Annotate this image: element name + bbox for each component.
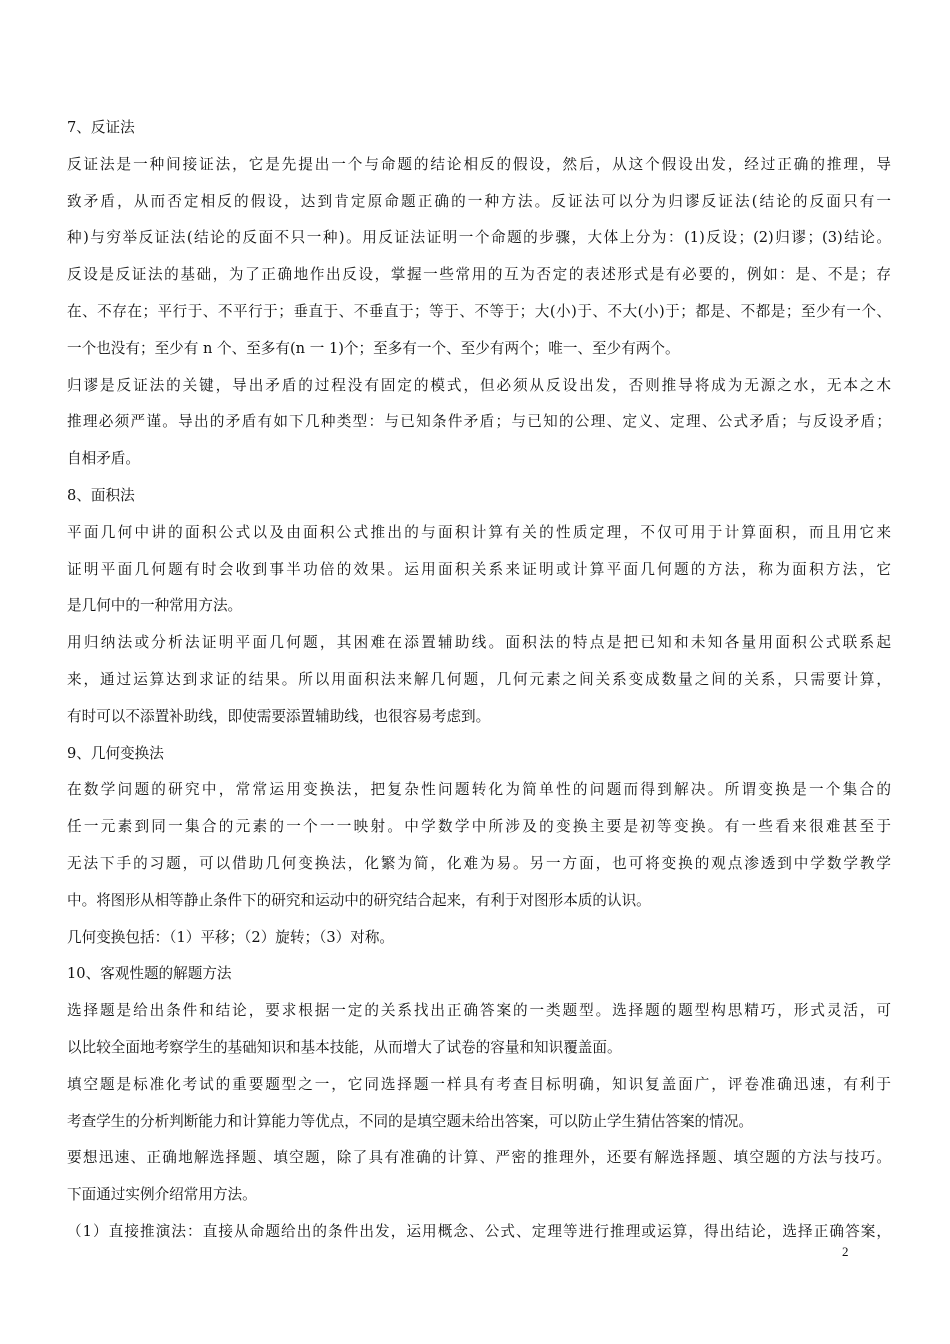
heading-10-objective-questions: 10、客观性题的解题方法 (67, 965, 232, 983)
paragraph-line: 几何变换包括：（1）平移；（2）旋转；（3）对称。 (67, 928, 395, 946)
paragraph-line: 任一元素到同一集合的元素的一个一一映射。中学数学中所涉及的变换主要是初等变换。有一些看来很难甚至于 (67, 818, 891, 836)
paragraph-line: 致矛盾，从而否定相反的假设，达到肯定原命题正确的一种方法。反证法可以分为归谬反证法(结论的反面只有一 (67, 192, 891, 210)
paragraph-line: 反设是反证法的基础，为了正确地作出反设，掌握一些常用的互为否定的表述形式是有必要的，例如：是、不是；存 (67, 266, 891, 284)
paragraph-line: 平面几何中讲的面积公式以及由面积公式推出的与面积计算有关的性质定理，不仅可用于计算面积，而且用它来 (67, 523, 891, 541)
paragraph-line: 种)与穷举反证法(结论的反面不只一种)。用反证法证明一个命题的步骤，大体上分为：(1)反设；(2)归谬；(3)结论。 (67, 229, 891, 247)
paragraph-line: 下面通过实例介绍常用方法。 (67, 1186, 257, 1204)
page-content (67, 110, 891, 1251)
paragraph-line: 有时可以不添置补助线，即使需要添置辅助线，也很容易考虑到。 (67, 707, 491, 725)
paragraph-line: 是几何中的一种常用方法。 (67, 597, 243, 615)
paragraph-line: 在数学问题的研究中，常常运用变换法，把复杂性问题转化为简单性的问题而得到解决。所谓变换是一个集合的 (67, 781, 891, 799)
paragraph-line: 中。将图形从相等静止条件下的研究和运动中的研究结合起来，有利于对图形本质的认识。 (67, 891, 651, 909)
paragraph-line: 推理必须严谨。导出的矛盾有如下几种类型：与已知条件矛盾；与已知的公理、定义、定理、公式矛盾；与反设矛盾； (67, 413, 891, 431)
paragraph-line: 归谬是反证法的关键，导出矛盾的过程没有固定的模式，但必须从反设出发，否则推导将成为无源之水，无本之木 (67, 376, 891, 394)
heading-8-area-method: 8、面积法 (67, 486, 135, 504)
heading-9-geometric-transformation: 9、几何变换法 (67, 744, 164, 762)
paragraph-line: 填空题是标准化考试的重要题型之一，它同选择题一样具有考查目标明确，知识复盖面广，评卷准确迅速，有利于 (67, 1075, 891, 1093)
paragraph-line: 来，通过运算达到求证的结果。所以用面积法来解几何题，几何元素之间关系变成数量之间的关系，只需要计算， (67, 670, 891, 688)
paragraph-line: 用归纳法或分析法证明平面几何题，其困难在添置辅助线。面积法的特点是把已知和未知各量用面积公式联系起 (67, 634, 891, 652)
paragraph-line: 在、不存在；平行于、不平行于；垂直于、不垂直于；等于、不等于；大(小)于、不大(小)于；都是、不都是；至少有一个、 (67, 302, 891, 320)
paragraph-line: 反证法是一种间接证法，它是先提出一个与命题的结论相反的假设，然后，从这个假设出发，经过正确的推理，导 (67, 155, 891, 173)
paragraph-line: 证明平面几何题有时会收到事半功倍的效果。运用面积关系来证明或计算平面几何题的方法，称为面积方法，它 (67, 560, 891, 578)
paragraph-line: 以比较全面地考察学生的基础知识和基本技能，从而增大了试卷的容量和知识覆盖面。 (67, 1038, 622, 1056)
page-number: 2 (842, 1244, 849, 1259)
paragraph-line: 自相矛盾。 (67, 450, 140, 468)
paragraph-line: 无法下手的习题，可以借助几何变换法，化繁为简，化难为易。另一方面，也可将变换的观点渗透到中学数学教学 (67, 854, 891, 872)
paragraph-line: （1）直接推演法：直接从命题给出的条件出发，运用概念、公式、定理等进行推理或运算，得出结论，选择正确答案， (67, 1222, 891, 1240)
paragraph-line: 考查学生的分析判断能力和计算能力等优点，不同的是填空题未给出答案，可以防止学生猜估答案的情况。 (67, 1112, 753, 1130)
paragraph-line: 一个也没有；至少有 n 个、至多有(n 一 1)个；至多有一个、至少有两个；唯一、至少有两个。 (67, 339, 680, 357)
heading-7-proof-by-contradiction: 7、反证法 (67, 119, 135, 136)
paragraph-line: 要想迅速、正确地解选择题、填空题，除了具有准确的计算、严密的推理外，还要有解选择题、填空题的方法与技巧。 (67, 1149, 891, 1167)
paragraph-line: 选择题是给出条件和结论，要求根据一定的关系找出正确答案的一类题型。选择题的题型构思精巧，形式灵活，可 (67, 1002, 891, 1020)
